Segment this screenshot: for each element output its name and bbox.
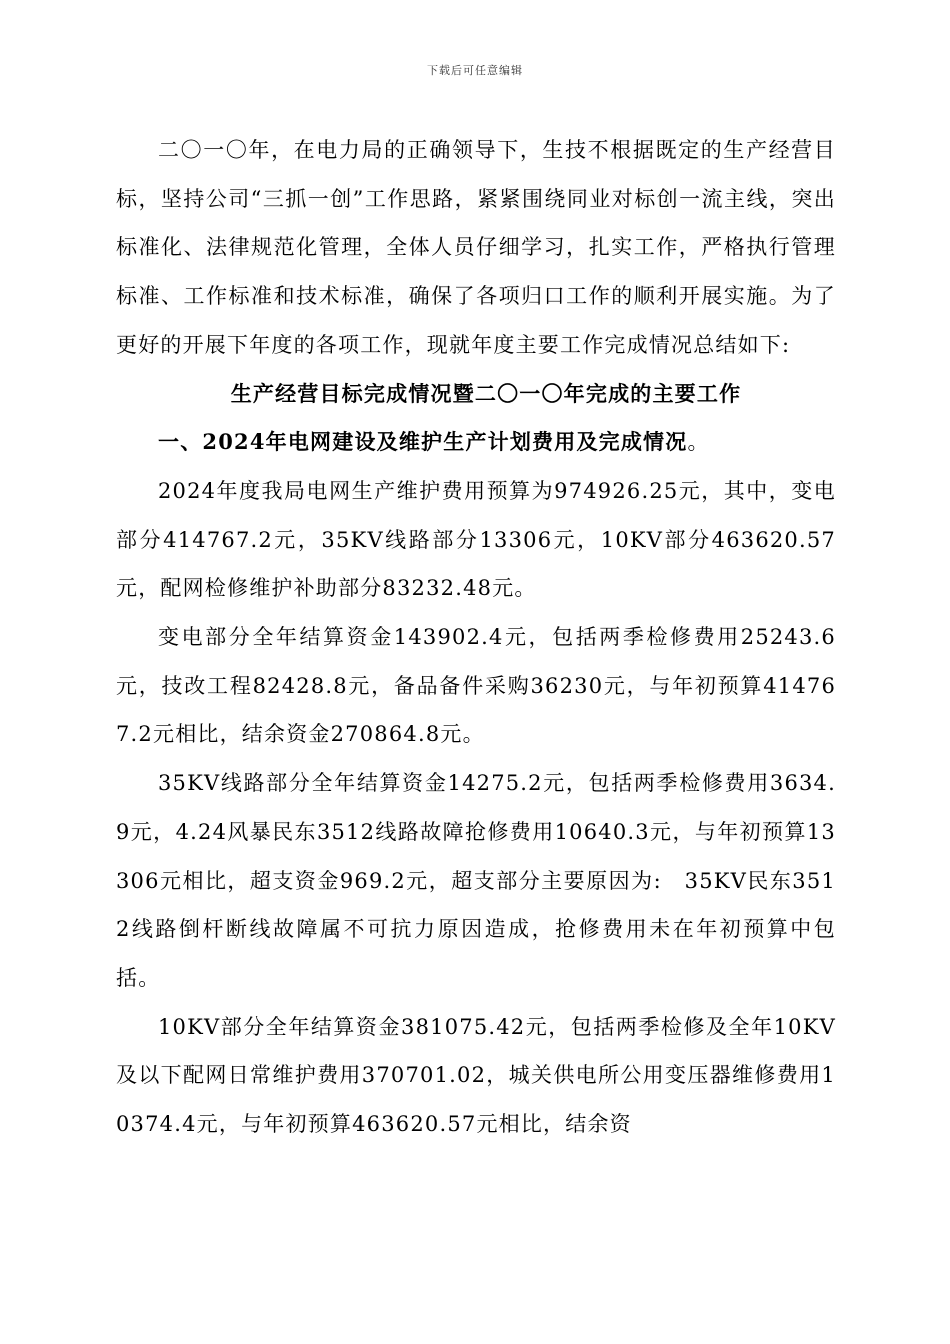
subsection-title-text: 一、2024年电网建设及维护生产计划费用及完成情况: [158, 429, 688, 455]
substation-paragraph: 变电部分全年结算资金143902.4元，包括两季检修费用25243.6元，技改工程82428.8元，备品备件采购36230元，与年初预算414767.2元相比，结余资金270864.8元。: [116, 625, 836, 747]
intro-paragraph: 二〇一〇年，在电力局的正确领导下，生技不根据既定的生产经营目标，坚持公司“三抓一创”工作思路，紧紧围绕同业对标创一流主线，突出标准化、法律规范化管理，全体人员仔细学习，扎实工作，严格执行管理标准、工作标准和技术标准，确保了各项归口工作的顺利开展实施。为了更好的开展下年度的各项工作，现就年度主要工作完成情况总结如下:: [116, 138, 836, 357]
subsection-title: [116, 418, 836, 467]
line-10kv-paragraph: 10KV部分全年结算资金381075.42元，包括两季检修及全年10KV及以下配网日常维护费用370701.02，城关供电所公用变压器维修费用10374.4元，与年初预算463620.57元相比，结余资: [116, 1014, 836, 1137]
budget-paragraph: 2024年度我局电网生产维护费用预算为974926.25元，其中，变电部分414767.2元，35KV线路部分13306元，10KV部分463620.57元，配网检修维护补助部分83232.48元。: [116, 478, 836, 601]
document-body: [116, 126, 836, 1149]
page-header: 下载后可任意编辑: [427, 64, 523, 77]
subsection-title-tail: 。: [687, 430, 710, 455]
section-title: 生产经营目标完成情况暨二〇一〇年完成的主要工作: [230, 380, 742, 406]
line-35kv-paragraph: 35KV线路部分全年结算资金14275.2元，包括两季检修费用3634.9元，4.24风暴民东3512线路故障抢修费用10640.3元，与年初预算13306元相比，超支资金969.2元，超支部分主要原因为: 35KV民东3512线路倒杆断线故障属不可抗力原因造成，抢修费用未在年初预算中包括。: [116, 771, 836, 990]
